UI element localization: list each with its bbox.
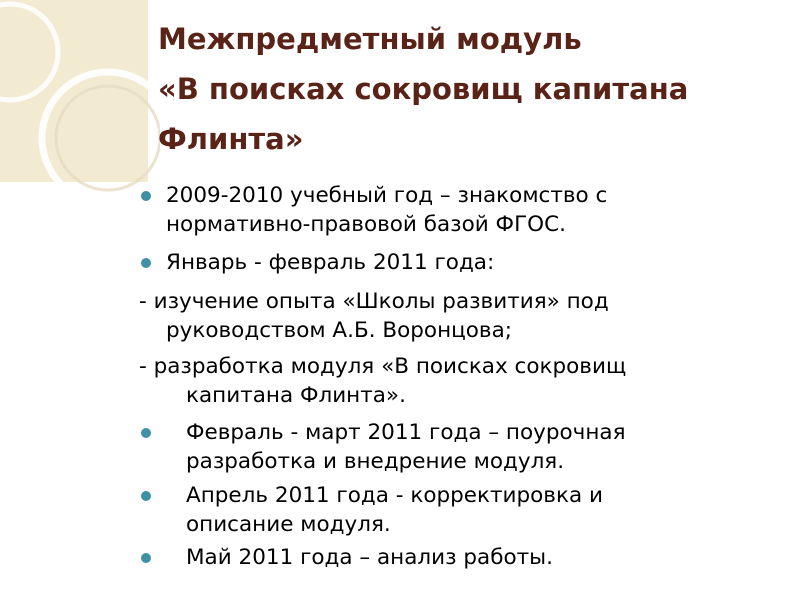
list-item-line: Апрель 2011 года - корректировка и bbox=[186, 483, 603, 508]
list-item-line: 2009-2010 учебный год – знакомство с bbox=[166, 183, 608, 208]
list-item-line: Февраль - март 2011 года – поурочная bbox=[186, 420, 626, 445]
bullet-marker bbox=[141, 191, 151, 201]
list-item-line: - разработка модуля «В поисках сокровищ bbox=[139, 354, 627, 379]
list-item-line: описание модуля. bbox=[186, 512, 391, 537]
bullet-marker bbox=[141, 553, 151, 563]
title-line-2: «В поисках сокровищ капитана bbox=[158, 72, 689, 106]
title-line-1: Межпредметный модуль bbox=[158, 22, 582, 56]
bullet-marker bbox=[141, 258, 151, 268]
list-item-line: разработка и внедрение модуля. bbox=[186, 449, 565, 474]
list-item-line: Май 2011 года – анализ работы. bbox=[186, 545, 553, 570]
bullet-marker bbox=[141, 491, 151, 501]
bullet-marker bbox=[141, 428, 151, 438]
list-item-line: Январь - февраль 2011 года: bbox=[166, 250, 495, 275]
list-item-line: руководством А.Б. Воронцова; bbox=[166, 318, 513, 343]
list-item-line: нормативно-правовой базой ФГОС. bbox=[166, 212, 566, 237]
title-line-3: Флинта» bbox=[158, 122, 304, 156]
list-item-line: капитана Флинта». bbox=[186, 383, 406, 408]
list-item-line: - изучение опыта «Школы развития» под bbox=[139, 289, 609, 314]
